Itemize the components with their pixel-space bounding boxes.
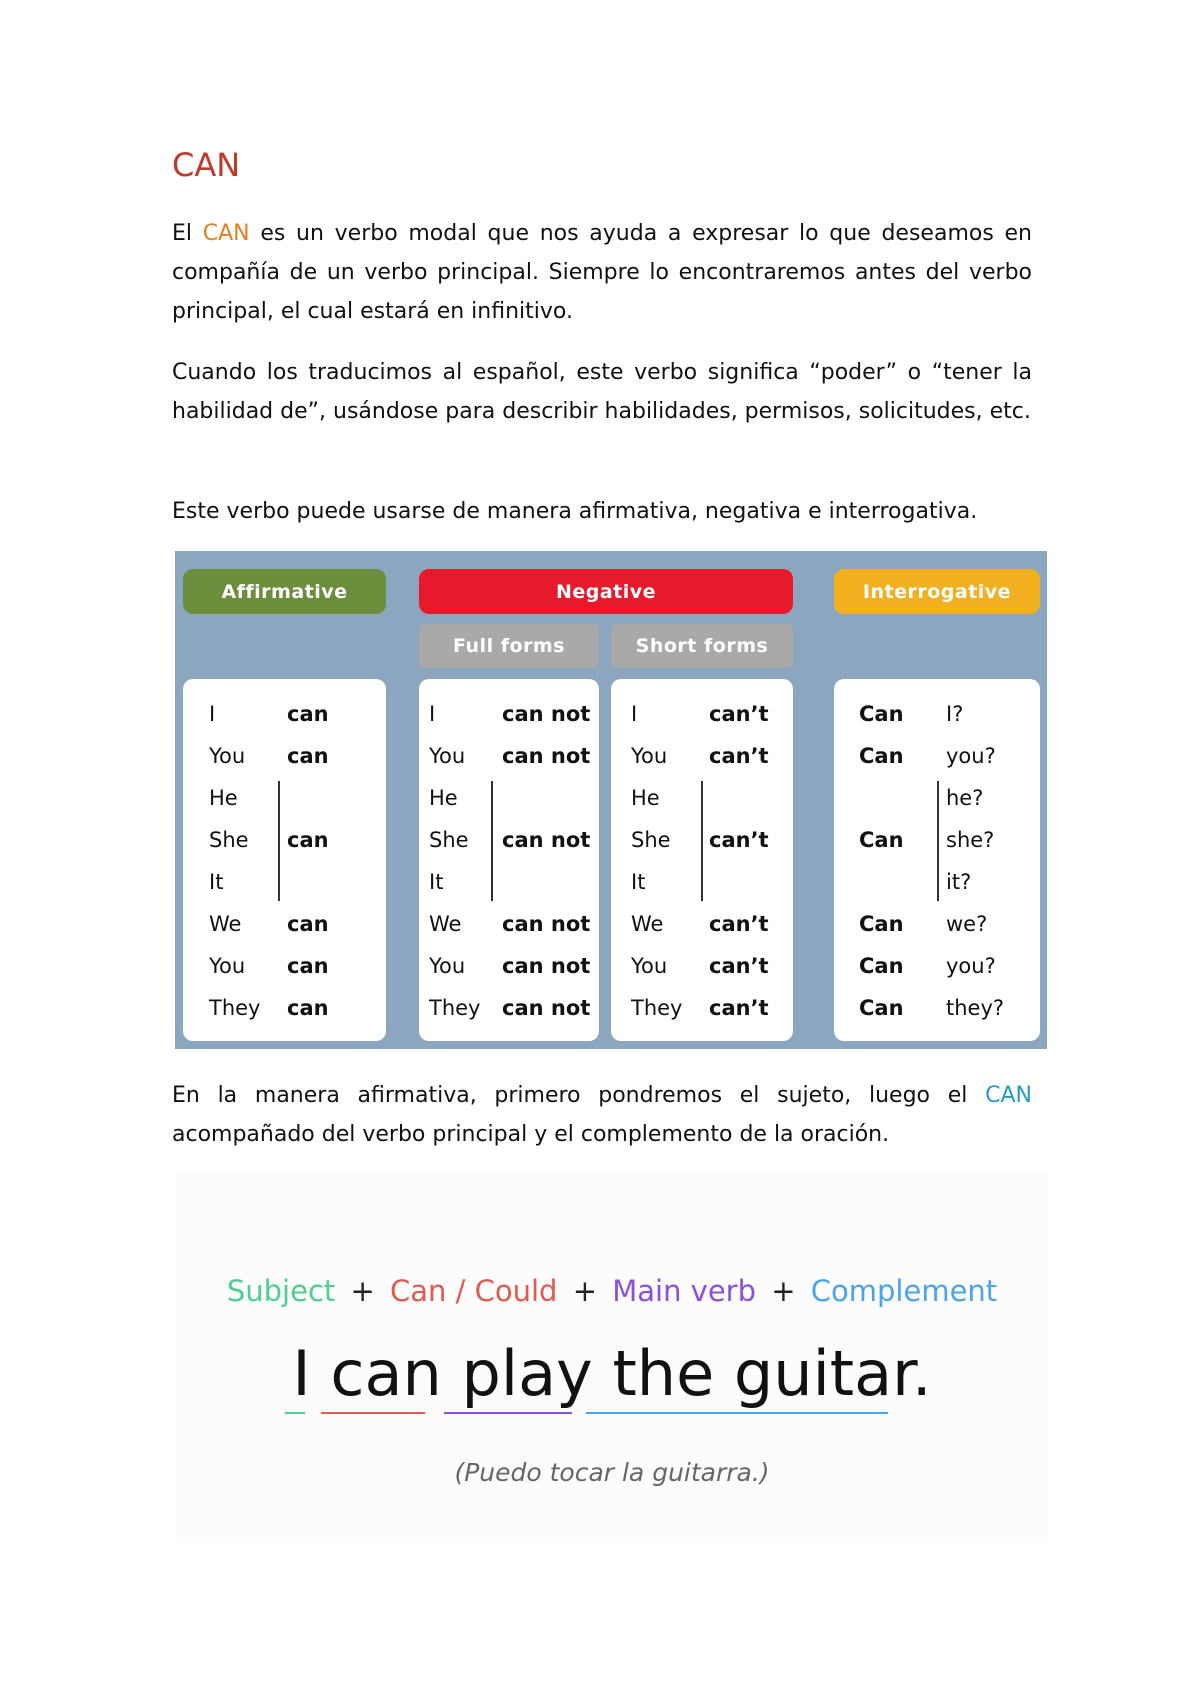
formula-plus: + — [350, 1274, 375, 1308]
affirmative-text-start: En la manera afirmativa, primero pondremos el sujeto, luego el — [172, 1083, 986, 1108]
verb-form: can’t — [709, 954, 769, 978]
modal-underline — [321, 1412, 425, 1414]
verb-form: can not — [502, 912, 591, 936]
page-title: CAN — [172, 146, 241, 184]
interrogative-panel — [834, 679, 1040, 1041]
intro-text-start: El — [172, 221, 203, 246]
verb-form: can’t — [709, 702, 769, 726]
complement-underline — [586, 1412, 888, 1414]
affirmative-paragraph — [172, 1076, 1032, 1154]
can-highlight: CAN — [985, 1083, 1032, 1108]
pronoun: You — [429, 744, 466, 768]
intro-paragraph — [172, 214, 1032, 331]
formula-complement: Complement — [810, 1274, 998, 1308]
formula-main-verb: Main verb — [612, 1274, 757, 1308]
verb-form: can — [287, 954, 329, 978]
formula-plus: + — [771, 1274, 796, 1308]
pronoun: They — [631, 996, 683, 1020]
pronoun: I — [631, 702, 638, 726]
formula-line — [176, 1274, 1048, 1308]
pronoun: You — [209, 744, 246, 768]
pronoun: You — [209, 954, 246, 978]
conjugation-table — [175, 551, 1047, 1049]
full-forms-header: Full forms — [419, 624, 599, 668]
pronoun: she? — [946, 828, 995, 852]
pronoun: I — [209, 702, 216, 726]
pronoun: We — [209, 912, 242, 936]
pronoun: He — [209, 786, 238, 810]
sentence-verb: play — [461, 1337, 593, 1410]
verb-form: can not — [502, 744, 591, 768]
pronoun: they? — [946, 996, 1005, 1020]
verb-form: can — [287, 828, 329, 852]
pronoun: you? — [946, 744, 996, 768]
pronoun: It — [209, 870, 224, 894]
verb-form: can not — [502, 702, 591, 726]
forms-paragraph: Este verbo puede usarse de manera afirmativa, negativa e interrogativa. — [172, 499, 978, 524]
verb-form: Can — [859, 702, 904, 726]
pronoun: She — [209, 828, 249, 852]
verb-form: can — [287, 744, 329, 768]
intro-text-end: es un verbo modal que nos ayuda a expresar lo que deseamos en compañía de un verbo principal. Siempre lo encontraremos antes del verbo principal, el cual estará en infinitivo. — [172, 221, 1032, 324]
verb-form: Can — [859, 828, 904, 852]
affirmative-text-end: acompañado del verbo principal y el complemento de la oración. — [172, 1122, 890, 1147]
verb-form: can’t — [709, 912, 769, 936]
pronoun: She — [429, 828, 469, 852]
pronoun: It — [631, 870, 646, 894]
pronoun: he? — [946, 786, 984, 810]
verb-form: Can — [859, 744, 904, 768]
formula-subject: Subject — [226, 1274, 336, 1308]
verb-form: Can — [859, 912, 904, 936]
meaning-paragraph: Cuando los traducimos al español, este verbo significa “poder” o “tener la habilidad de”, usándose para describir habilidades, permisos, solicitudes, etc. — [172, 360, 1032, 424]
negative-header: Negative — [419, 569, 793, 614]
pronoun: You — [631, 744, 668, 768]
verb-form: can’t — [709, 828, 769, 852]
affirmative-header: Affirmative — [183, 569, 386, 614]
pronoun: We — [429, 912, 462, 936]
sentence-translation: (Puedo tocar la guitarra.) — [454, 1458, 770, 1487]
sentence-modal: can — [330, 1337, 442, 1410]
interrogative-header: Interrogative — [834, 569, 1040, 614]
pronoun: You — [429, 954, 466, 978]
pronoun: you? — [946, 954, 996, 978]
short-forms-header: Short forms — [611, 624, 793, 668]
pronoun: we? — [946, 912, 988, 936]
sentence-complement: the guitar. — [612, 1337, 932, 1410]
sentence-subject: I — [292, 1337, 311, 1410]
bracket-line — [937, 781, 939, 901]
pronoun: They — [209, 996, 261, 1020]
bracket-line — [491, 781, 493, 901]
can-highlight: CAN — [202, 221, 250, 246]
pronoun: They — [429, 996, 481, 1020]
pronoun: You — [631, 954, 668, 978]
verb-form: can — [287, 996, 329, 1020]
verb-form: Can — [859, 954, 904, 978]
pronoun: He — [429, 786, 458, 810]
verb-form: can’t — [709, 996, 769, 1020]
formula-plus: + — [572, 1274, 597, 1308]
pronoun: We — [631, 912, 664, 936]
verb-form: can not — [502, 954, 591, 978]
verb-form: can — [287, 702, 329, 726]
verb-form: can — [287, 912, 329, 936]
pronoun: It — [429, 870, 444, 894]
pronoun: She — [631, 828, 671, 852]
pronoun: I? — [946, 702, 964, 726]
pronoun: it? — [946, 870, 972, 894]
bracket-line — [701, 781, 703, 901]
bracket-line — [278, 781, 280, 901]
verb-underline — [444, 1412, 572, 1414]
verb-form: Can — [859, 996, 904, 1020]
full-forms-panel — [419, 679, 599, 1041]
pronoun: I — [429, 702, 436, 726]
pronoun: He — [631, 786, 660, 810]
example-sentence — [176, 1337, 1048, 1410]
verb-form: can not — [502, 996, 591, 1020]
formula-modal: Can / Could — [390, 1274, 558, 1308]
verb-form: can not — [502, 828, 591, 852]
short-forms-panel — [611, 679, 793, 1041]
verb-form: can’t — [709, 744, 769, 768]
affirmative-panel — [183, 679, 386, 1041]
subject-underline — [285, 1412, 305, 1414]
sentence-structure-graphic — [176, 1172, 1048, 1542]
